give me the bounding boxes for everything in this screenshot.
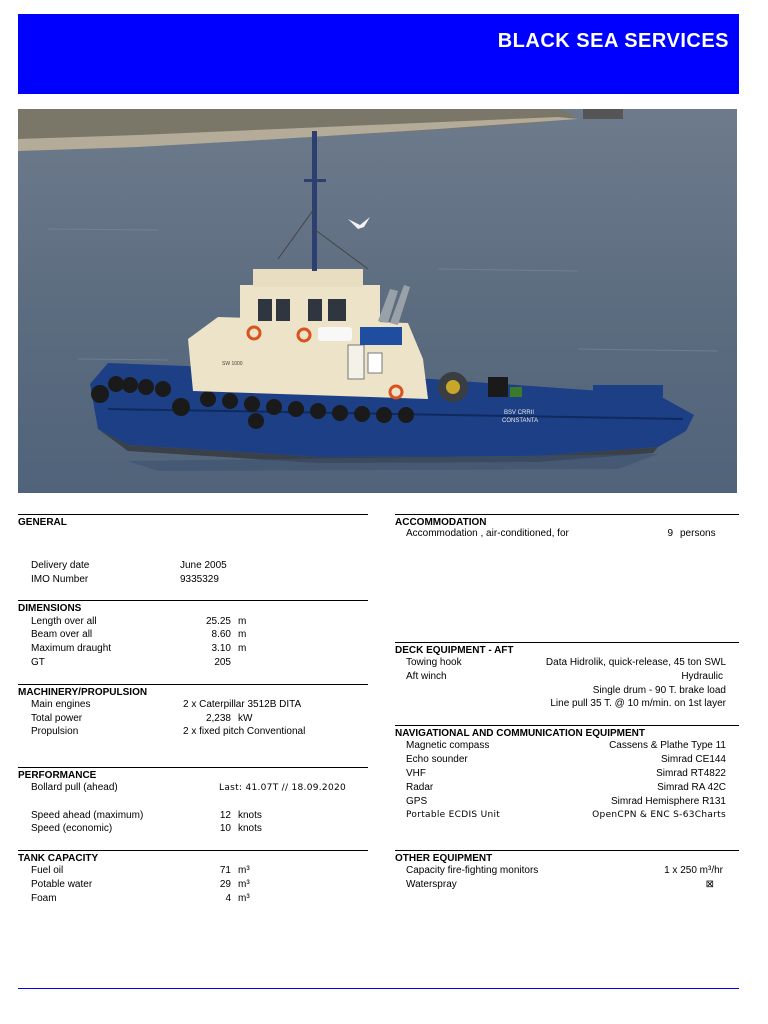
section-other-heading: OTHER EQUIPMENT — [395, 850, 739, 864]
dimension-value: 25.25 — [205, 616, 231, 627]
dimension-label: Maximum draught — [31, 643, 112, 654]
section-tank-heading: TANK CAPACITY — [18, 850, 368, 864]
section-deck-heading: DECK EQUIPMENT - AFT — [395, 642, 739, 656]
general-label: IMO Number — [31, 574, 89, 585]
dimension-unit: m — [238, 643, 247, 654]
tank-value: 29 — [219, 879, 231, 890]
dimension-unit: m — [238, 629, 247, 640]
section-nav-heading: NAVIGATIONAL AND COMMUNICATION EQUIPMENT — [395, 725, 739, 739]
tank-label: Foam — [31, 893, 57, 904]
machinery-value: 2 x Caterpillar 3512B DITA — [183, 699, 302, 710]
nav-label: Portable ECDIS Unit — [406, 810, 501, 820]
nav-label: GPS — [406, 796, 428, 807]
general-value: 9335329 — [180, 574, 219, 585]
machinery-value: 2 x fixed pitch Conventional — [183, 726, 306, 737]
performance-value: 10 — [219, 823, 231, 834]
deck-label: Towing hook — [406, 657, 462, 668]
tank-unit: m³ — [238, 879, 250, 890]
nav-value: Cassens & Plathe Type 11 — [609, 740, 726, 751]
other-label: Waterspray — [406, 879, 457, 890]
nav-value: Simrad RT4822 — [656, 768, 726, 779]
performance-label: Bollard pull (ahead) — [31, 782, 118, 793]
deck-value: Single drum - 90 T. brake load — [592, 685, 726, 696]
machinery-label: Main engines — [31, 699, 91, 710]
hull-port-text: CONSTANTA — [502, 418, 539, 424]
company-title: BLACK SEA SERVICES — [497, 30, 729, 52]
section-machinery-heading: MACHINERY/PROPULSION — [18, 684, 368, 698]
performance-label: Speed (economic) — [31, 823, 113, 834]
nav-value: Simrad RA 42C — [657, 782, 726, 793]
other-value: 1 x 250 m³/hr — [664, 865, 723, 876]
machinery-value: 2,238 — [205, 713, 231, 724]
dimension-label: Beam over all — [31, 629, 93, 640]
footer-divider — [18, 988, 739, 989]
machinery-unit: kW — [238, 713, 253, 724]
deck-value: Hydraulic — [681, 671, 723, 682]
performance-value: 12 — [219, 810, 231, 821]
dimension-value: 3.10 — [211, 643, 231, 654]
header-banner — [18, 14, 739, 94]
dimension-label: Length over all — [31, 616, 97, 627]
dimension-unit: m — [238, 616, 247, 627]
performance-unit: knots — [238, 823, 262, 834]
bow-mark-text: SW 1000 — [222, 361, 243, 367]
waterspray-checkbox: ⊠ — [705, 879, 714, 890]
section-general-heading: GENERAL — [18, 514, 368, 528]
nav-label: VHF — [406, 768, 426, 779]
bollard-pull-value: Last: 41.07T // 18.09.2020 — [219, 783, 347, 793]
other-label: Capacity fire-fighting monitors — [406, 865, 539, 876]
deck-value: Line pull 35 T. @ 10 m/min. on 1st layer — [550, 698, 726, 709]
nav-label: Echo sounder — [406, 754, 468, 765]
hull-name-text: BSV CRRII — [504, 410, 535, 416]
dimension-value: 205 — [214, 657, 231, 668]
tank-label: Fuel oil — [31, 865, 64, 876]
section-accommodation-heading: ACCOMMODATION — [395, 514, 739, 528]
nav-label: Magnetic compass — [406, 740, 490, 751]
section-dimensions-heading: DIMENSIONS — [18, 600, 368, 614]
deck-value: Data Hidrolik, quick-release, 45 ton SWL — [545, 657, 726, 668]
performance-label: Speed ahead (maximum) — [31, 810, 144, 821]
deck-label: Aft winch — [406, 671, 447, 682]
machinery-label: Propulsion — [31, 726, 79, 737]
general-label: Delivery date — [31, 560, 90, 571]
performance-unit: knots — [238, 810, 262, 821]
accommodation-label: Accommodation , air-conditioned, for — [406, 528, 569, 539]
machinery-label: Total power — [31, 713, 83, 724]
tank-unit: m³ — [238, 893, 250, 904]
tank-unit: m³ — [238, 865, 250, 876]
nav-value: Simrad CE144 — [660, 754, 726, 765]
tank-value: 4 — [225, 893, 231, 904]
vessel-photo — [18, 109, 737, 493]
general-value: June 2005 — [180, 560, 227, 571]
dimension-value: 8.60 — [211, 629, 231, 640]
accommodation-unit: persons — [680, 528, 716, 539]
dimension-label: GT — [31, 657, 45, 668]
tank-label: Potable water — [31, 879, 93, 890]
nav-label: Radar — [406, 782, 434, 793]
nav-value: OpenCPN & ENC S-63Charts — [592, 810, 726, 820]
nav-value: Simrad Hemisphere R131 — [610, 796, 726, 807]
section-performance-heading: PERFORMANCE — [18, 767, 368, 781]
accommodation-value: 9 — [667, 528, 673, 539]
tank-value: 71 — [219, 865, 231, 876]
general-row — [31, 560, 89, 571]
